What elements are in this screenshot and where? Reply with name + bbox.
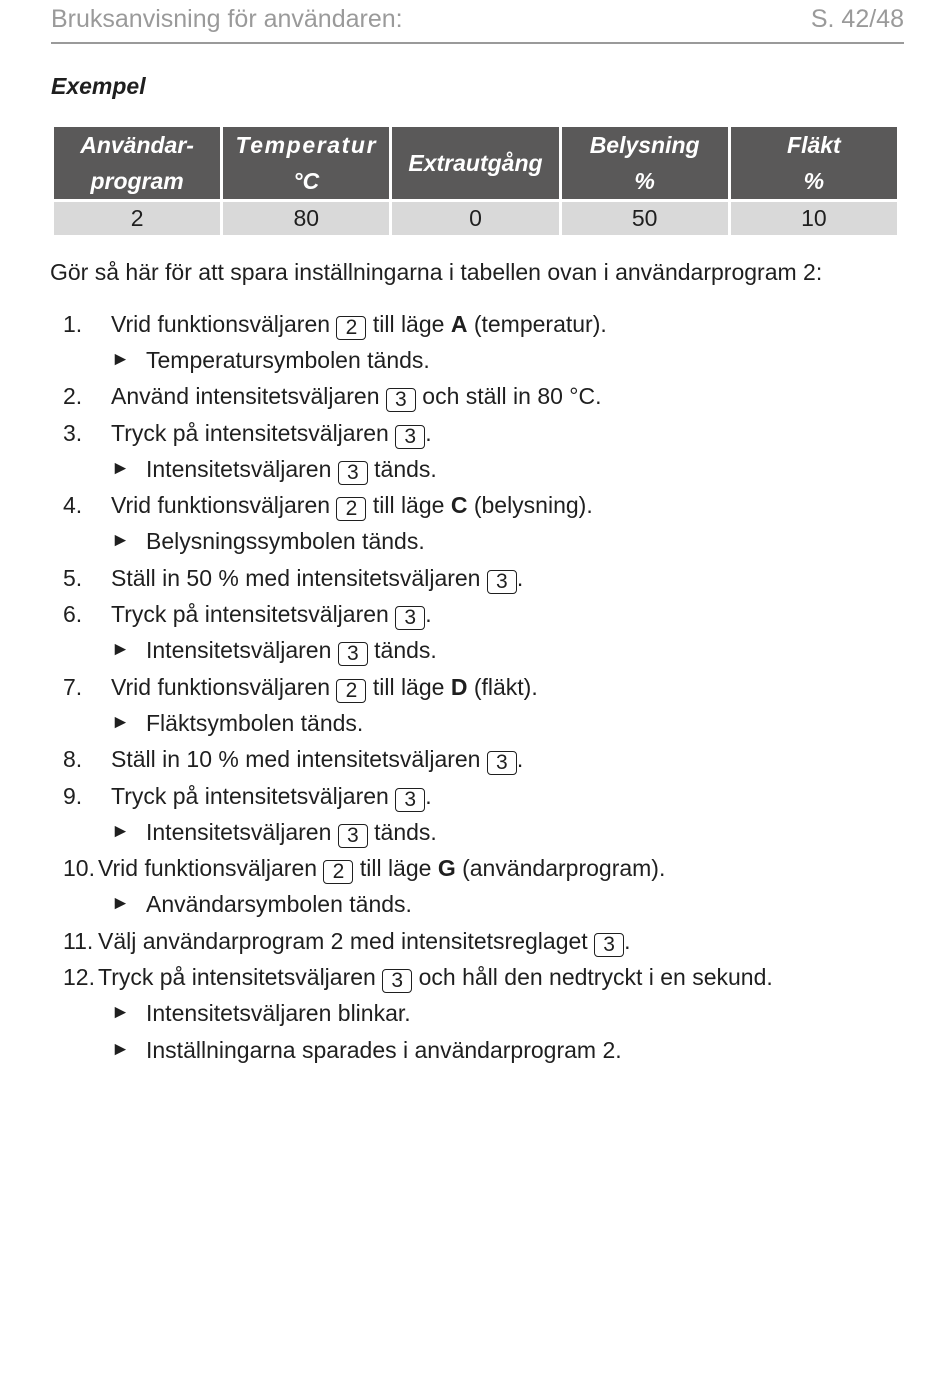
table-cell: 0 — [392, 202, 558, 235]
control-2-box: 2 — [323, 860, 353, 884]
control-2-box: 2 — [336, 497, 366, 521]
result-arrow-icon: ► — [111, 458, 130, 479]
control-2-box: 2 — [336, 316, 366, 340]
intro-text: Gör så här för att spara inställningarna i tabellen ovan i användarprogram 2: — [50, 259, 823, 285]
page-number: S. 42/48 — [810, 5, 904, 33]
control-3-box: 3 — [338, 824, 368, 848]
example-table — [51, 124, 900, 238]
result-arrow-icon: ► — [111, 1002, 130, 1023]
result-arrow-icon: ► — [111, 530, 130, 551]
section-title: Exempel — [51, 73, 146, 99]
result-arrow-icon: ► — [111, 893, 130, 914]
table-cell: 10 — [731, 202, 897, 235]
control-3-box: 3 — [338, 642, 368, 666]
table-row — [54, 202, 897, 235]
result-arrow-icon: ► — [111, 639, 130, 660]
col-header-program: Användar- program — [54, 127, 220, 199]
result-arrow-icon: ► — [111, 712, 130, 733]
table-cell: 50 — [562, 202, 728, 235]
control-3-box: 3 — [395, 606, 425, 630]
control-2-box: 2 — [336, 679, 366, 703]
col-header-fan: Fläkt % — [731, 127, 897, 199]
control-3-box: 3 — [487, 751, 517, 775]
control-3-box: 3 — [487, 570, 517, 594]
manual-page: Bruksanvisning för användaren: S. 42/48 Exempel Användar- program Temperatur °C Extrautgång Belysning % Fläkt % 2 80 0 50 10 Gör så här för att spara inställningarna i tabellen ovan i användarprogram 2: 1. Vrid funktionsväljaren 2 till läge A (temperatur). ► Temperatursymbolen tänds. 2. Använd intensitetsväljaren 3 och ställ in 80 °C. 3. Tryck på intensitetsväljaren 3 . ► Intensitetsväljaren 3 tänds. 4. Vrid funktionsväljaren 2 till läge C (belysning). ► Belysningssymbolen tänds. 5. Ställ in 50 % med intensitetsväljaren 3 . 6. Tryck på intensitetsväljaren 3 . ► Intensitetsväljaren 3 tänds. 7. Vrid funktionsväljaren 2 till läge D (fläkt). ► Fläktsymbolen tänds. 8. Ställ in 10 % med intensitetsväljaren 3 . 9. Tryck på intensitetsväljaren 3 . ► Intensitetsväljaren 3 tänds. 10. Vrid funktionsväljaren 2 till läge G (användarprogram). ► Användarsymbolen tänds. 11. Välj användarprogram 2 med intensitetsreglaget 3 . 12. Tryck på intensitetsväljaren 3 och håll den nedtryckt i en sekund. ► Intensitetsväljaren blinkar. ► Inställningarna sparades i användarprogram 2. — [0, 0, 950, 1380]
table-header-row — [54, 127, 897, 199]
control-3-box: 3 — [395, 425, 425, 449]
control-3-box: 3 — [386, 388, 416, 412]
col-header-temperature: Temperatur °C — [223, 127, 389, 199]
table-cell: 2 — [54, 202, 220, 235]
page-header — [51, 2, 904, 44]
col-header-extra-output: Extrautgång — [392, 127, 558, 199]
result-arrow-icon: ► — [111, 1039, 130, 1060]
header-title: Bruksanvisning för användaren: — [51, 5, 403, 33]
table-cell: 80 — [223, 202, 389, 235]
result-arrow-icon: ► — [111, 349, 130, 370]
col-header-lighting: Belysning % — [562, 127, 728, 199]
control-3-box: 3 — [338, 461, 368, 485]
result-arrow-icon: ► — [111, 821, 130, 842]
control-3-box: 3 — [395, 788, 425, 812]
control-3-box: 3 — [594, 933, 624, 957]
control-3-box: 3 — [382, 969, 412, 993]
